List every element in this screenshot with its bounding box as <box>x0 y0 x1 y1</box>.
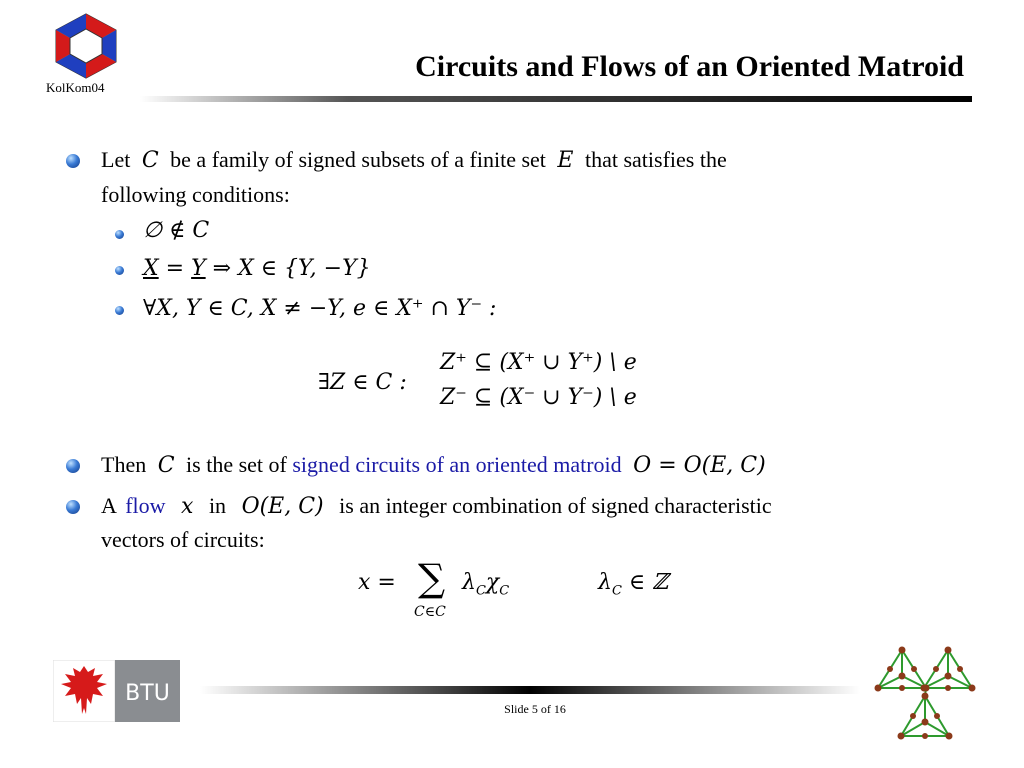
header-divider <box>140 96 972 102</box>
bullet-1-line-2: following conditions: <box>101 182 290 207</box>
math-sub-C: C <box>499 583 510 599</box>
math-oriented-matroid: O = O(E, C) <box>633 453 766 478</box>
exists-Z: ∃Z ∈ C : <box>318 370 407 395</box>
conference-label: KolKom04 <box>46 80 105 95</box>
text-let: Let <box>101 147 131 172</box>
flow-link[interactable]: flow <box>125 493 166 518</box>
math-x: x <box>181 494 194 519</box>
kolkom-logo-icon <box>50 12 122 80</box>
Z-plus-condition: Z⁺ ⊆ (X⁺ ∪ Y⁺) \ e <box>440 350 637 375</box>
slide-number: Slide 5 of 16 <box>504 702 566 716</box>
text-set-of: is the set of <box>186 452 287 477</box>
math-lambda: λ <box>598 570 612 595</box>
sum-lhs: x = <box>358 570 396 595</box>
math-lambda: λ <box>462 570 476 595</box>
text-family: be a family of signed subsets of a finite set <box>170 147 546 172</box>
math-E: E <box>557 148 574 173</box>
sum-index: C∈C <box>414 604 446 620</box>
lambda-integer <box>598 570 668 598</box>
condition-1: ∅ ∉ C <box>143 218 210 243</box>
math-sub-C: C <box>475 583 486 599</box>
sub-bullet-marker <box>115 266 124 275</box>
bullet-marker <box>66 459 80 473</box>
sub-bullet-marker <box>115 306 124 315</box>
text-then: Then <box>101 452 147 477</box>
slide-title: Circuits and Flows of an Oriented Matroid <box>415 50 964 83</box>
triangle-graph-icon <box>872 646 978 742</box>
footer-divider <box>200 686 860 694</box>
bullet-3-line-2: vectors of circuits: <box>101 527 265 552</box>
text-a: A <box>101 493 116 518</box>
math-X-underlined: X <box>143 256 159 281</box>
bullet-marker <box>66 500 80 514</box>
bullet-2 <box>101 452 766 478</box>
sum-sigma: ∑ <box>418 556 446 600</box>
bullet-1-line-1 <box>101 147 727 173</box>
math-O-E-C: O(E, C) <box>241 494 324 519</box>
sum-term <box>462 570 509 598</box>
math-C: C <box>157 453 175 478</box>
condition-2 <box>143 256 371 281</box>
math-sub-C: C <box>611 583 622 599</box>
text-satisfies: that satisfies the <box>584 147 727 172</box>
signed-circuits-link[interactable]: signed circuits of an oriented matroid <box>292 452 622 477</box>
sub-bullet-marker <box>115 230 124 239</box>
math-implication: ⇒ X ∈ {Y, −Y} <box>212 256 371 281</box>
math-in-Z: ∈ ℤ <box>628 570 669 595</box>
bullet-3-line-1 <box>101 493 772 519</box>
Z-minus-condition: Z⁻ ⊆ (X⁻ ∪ Y⁻) \ e <box>440 385 637 410</box>
math-chi: χ <box>485 570 500 595</box>
text-in: in <box>208 493 227 518</box>
btu-logo-text: BTU <box>125 681 170 706</box>
condition-3: ∀X, Y ∈ C, X ≠ −Y, e ∈ X⁺ ∩ Y⁻ : <box>143 296 497 321</box>
math-Y-underlined: Y <box>191 256 206 281</box>
text-integer-combination: is an integer combination of signed characteristic <box>339 493 772 518</box>
btu-logo <box>53 660 180 722</box>
math-C: C <box>141 148 159 173</box>
bullet-marker <box>66 154 80 168</box>
math-equals: = <box>165 256 185 281</box>
